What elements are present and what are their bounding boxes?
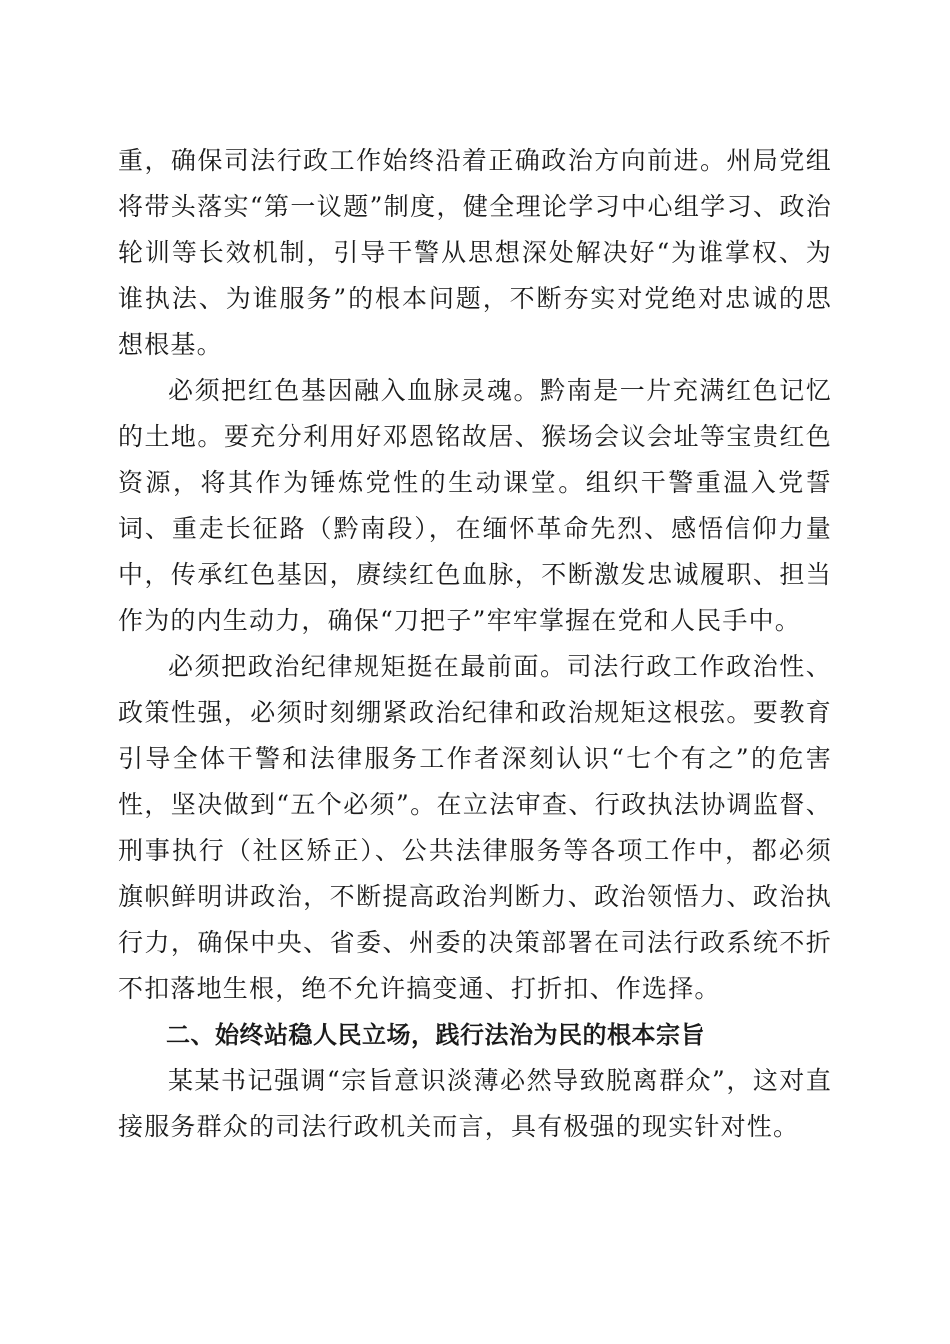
paragraph-people-stance: 某某书记强调“宗旨意识淡薄必然导致脱离群众”，这对直接服务群众的司法行政机关而言，具有极强的现实针对性。	[118, 1066, 832, 1141]
paragraph-red-gene: 必须把红色基因融入血脉灵魂。黔南是一片充满红色记忆的土地。要充分利用好邓恩铭故居、猴场会议会址等宝贵红色资源，将其作为锤炼党性的生动课堂。组织干警重温入党誓词、重走长征路（黔南段），在缅怀革命先烈、感悟信仰力量中，传承红色基因，赓续红色血脉，不断激发忠诚履职、担当作为的内生动力，确保“刀把子”牢牢掌握在党和人民手中。	[118, 376, 832, 635]
section-heading: 二、始终站稳人民立场，践行法治为民的根本宗旨	[166, 1021, 705, 1049]
paragraph-continuation: 重，确保司法行政工作始终沿着正确政治方向前进。州局党组将带头落实“第一议题”制度，健全理论学习中心组学习、政治轮训等长效机制，引导干警从思想深处解决好“为谁掌权、为谁执法、为谁服务”的根本问题，不断夯实对党绝对忠诚的思想根基。	[118, 146, 832, 359]
paragraph-political-discipline: 必须把政治纪律规矩挺在最前面。司法行政工作政治性、政策性强，必须时刻绷紧政治纪律和政治规矩这根弦。要教育引导全体干警和法律服务工作者深刻认识“七个有之”的危害性，坚决做到“五个必须”。在立法审查、行政执法协调监督、刑事执行（社区矫正）、公共法律服务等各项工作中，都必须旗帜鲜明讲政治，不断提高政治判断力、政治领悟力、政治执行力，确保中央、省委、州委的决策部署在司法行政系统不折不扣落地生根，绝不允许搞变通、打折扣、作选择。	[118, 652, 832, 1003]
document-page	[118, 138, 832, 1150]
